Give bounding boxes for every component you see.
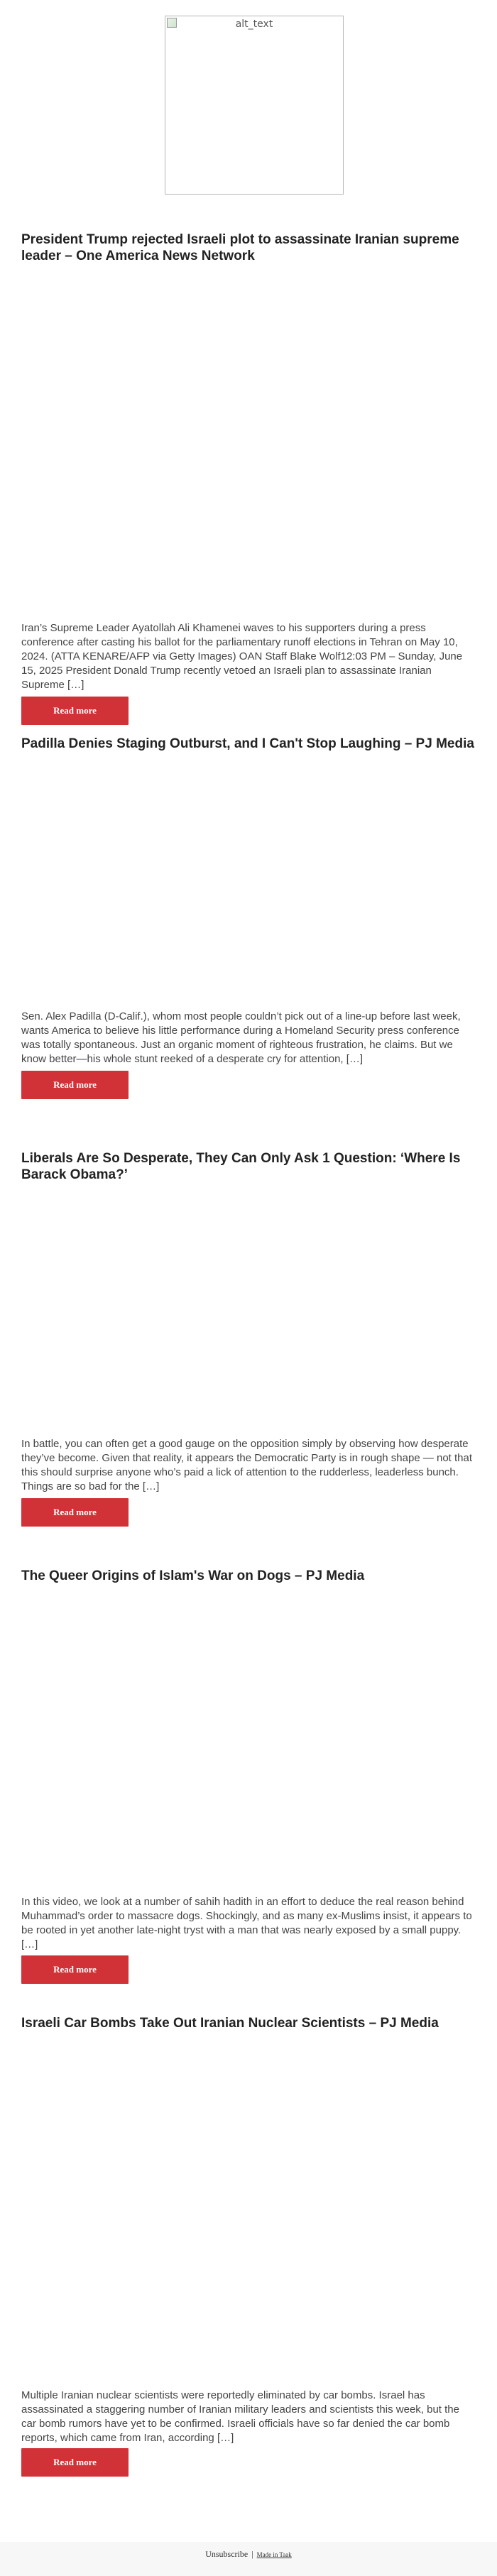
article-card — [21, 736, 476, 1090]
article-card — [21, 1568, 476, 1975]
unsubscribe-link[interactable]: Unsubscribe — [205, 2549, 248, 2559]
header-image — [165, 16, 344, 195]
article-title[interactable]: The Queer Origins of Islam's War on Dogs – PJ Media — [21, 1568, 365, 1583]
article-excerpt: Iran’s Supreme Leader Ayatollah Ali Khamenei waves to his supporters during a press conference after casting his ballot for the parliamentary runoff elections in Tehran on May 10, 2024. (ATTA KENARE/AFP via Getty Images) OAN Staff Blake Wolf12:03 PM – Sunday, June 15, 2025 President Donald Trump recently vetoed an Israeli plan to assassinate Iranian Supreme […] — [21, 622, 463, 691]
read-more-button[interactable]: Read more — [21, 1498, 129, 1527]
article-excerpt: In this video, we look at a number of sahih hadith in an effort to deduce the real reason behind Muhammad’s order to massacre dogs. Shockingly, and as many ex-Muslims insist, it appears to be rooted in yet another late-night tryst with a man that was nearly exposed by a small puppy. […] — [21, 1896, 472, 1950]
article-card — [21, 2015, 476, 2467]
article-card — [21, 1150, 476, 1517]
footer — [0, 2542, 497, 2576]
header-image-alt-text: alt_text — [235, 18, 273, 30]
footer-links — [0, 2549, 497, 2560]
article-title[interactable]: Israeli Car Bombs Take Out Iranian Nuclear Scientists – PJ Media — [21, 2016, 439, 2031]
article-title[interactable]: President Trump rejected Israeli plot to assassinate Iranian supreme leader – One America News Network — [21, 232, 459, 263]
footer-separator: | — [251, 2549, 253, 2559]
made-in-taak-link[interactable]: Made in Taak — [256, 2551, 292, 2558]
read-more-button[interactable]: Read more — [21, 1071, 129, 1099]
article-excerpt: Sen. Alex Padilla (D-Calif.), whom most people couldn’t pick out of a line-up before last week, wants America to believe his little performance during a Homeland Security press conference was totally spontaneous. Just an organic moment of righteous frustration, he claims. But we know better—his whole stunt reeked of a desperate cry for attention, […] — [21, 1010, 461, 1065]
article-image[interactable] — [21, 1593, 476, 1934]
read-more-button[interactable]: Read more — [21, 2448, 129, 2477]
article-excerpt: In battle, you can often get a good gauge on the opposition simply by observing how desperate they’ve become. Given that reality, it appears the Democratic Party is in rough shape — not that this should surprise anyone who’s paid a lick of attention to the rudderless, leaderless bunch. Things are so bad for the […] — [21, 1438, 473, 1492]
article-image[interactable] — [21, 273, 476, 613]
article-image[interactable] — [21, 2041, 476, 2381]
article-title[interactable]: Liberals Are So Desperate, They Can Only Ask 1 Question: ‘Where Is Barack Obama?’ — [21, 1151, 461, 1182]
article-excerpt: Multiple Iranian nuclear scientists were reportedly eliminated by car bombs. Israel has assassinated a staggering number of Iranian military leaders and scientists this week, but the car bomb rumors have yet to be confirmed. Israeli officials have so far denied the car bomb reports, which came from Iran, according […] — [21, 2389, 459, 2444]
read-more-button[interactable]: Read more — [21, 1955, 129, 1984]
article-title[interactable]: Padilla Denies Staging Outburst, and I Can't Stop Laughing – PJ Media — [21, 736, 474, 751]
read-more-button[interactable]: Read more — [21, 697, 129, 725]
article-card — [21, 231, 476, 716]
